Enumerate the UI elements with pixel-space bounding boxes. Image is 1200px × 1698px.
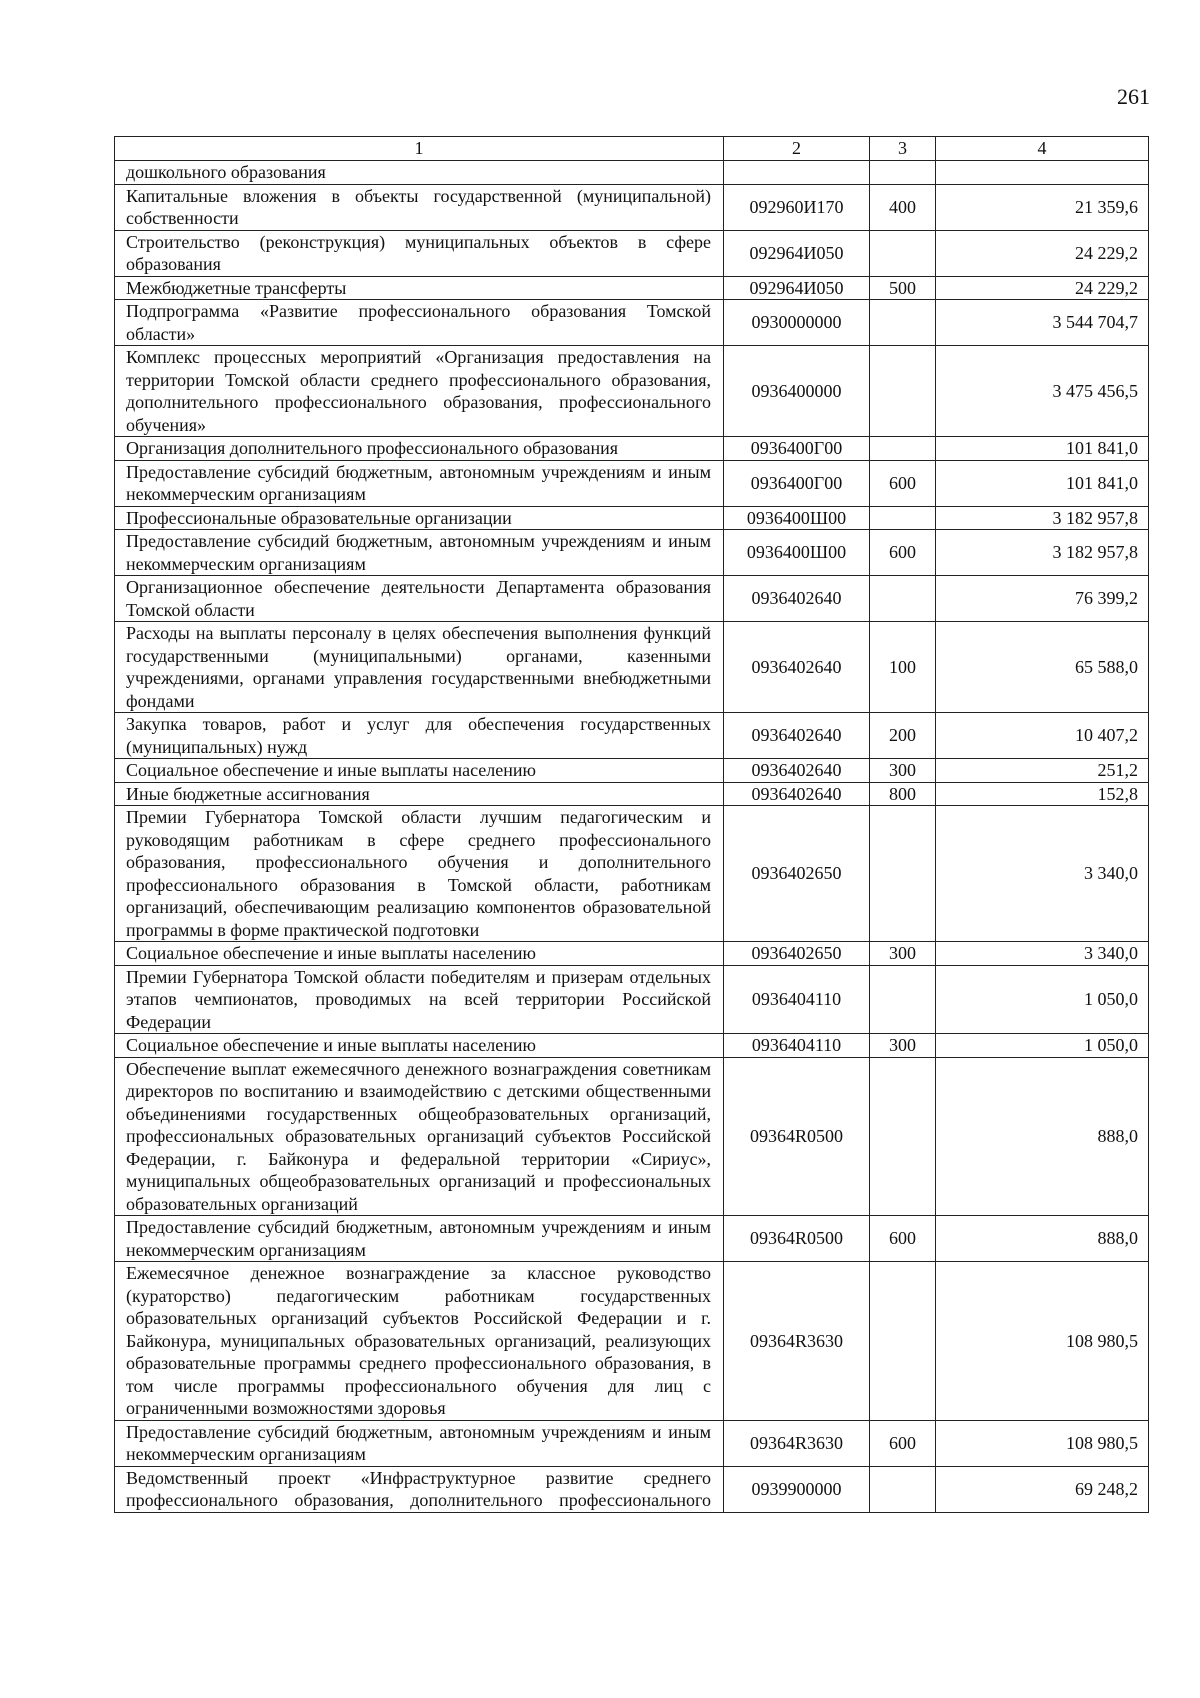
row-amount-cell: 152,8 xyxy=(936,782,1149,806)
row-code-cell: 0936402650 xyxy=(724,806,870,942)
row-amount-cell: 3 544 704,7 xyxy=(936,300,1149,346)
row-group-cell xyxy=(870,506,936,530)
row-amount-cell: 24 229,2 xyxy=(936,230,1149,276)
row-group-cell: 300 xyxy=(870,942,936,966)
row-name-cell: Предоставление субсидий бюджетным, автономным учреждениям и иным некоммерческим организациям xyxy=(115,1216,724,1262)
row-group-cell: 600 xyxy=(870,1216,936,1262)
row-group-cell: 200 xyxy=(870,713,936,759)
row-name-cell: Ежемесячное денежное вознаграждение за классное руководство (кураторство) педагогическим работникам государственных образовательных организаций субъектов Российской Федерации и г. Байконура, муниципальных образовательных организаций, реализующих образовательные программы среднего профессионального образования, в том числе программы профессионального обучения для лиц с ограниченными возможностями здоровья xyxy=(115,1262,724,1421)
table-row xyxy=(115,713,1149,759)
row-code-cell: 0936400000 xyxy=(724,346,870,437)
table-row xyxy=(115,759,1149,783)
row-code-cell: 0936404110 xyxy=(724,965,870,1034)
table-row xyxy=(115,276,1149,300)
row-name-cell: Строительство (реконструкция) муниципальных объектов в сфере образования xyxy=(115,230,724,276)
row-code-cell: 09364R3630 xyxy=(724,1420,870,1466)
row-amount-cell: 24 229,2 xyxy=(936,276,1149,300)
row-amount-cell: 3 182 957,8 xyxy=(936,530,1149,576)
row-group-cell xyxy=(870,300,936,346)
row-group-cell: 600 xyxy=(870,1420,936,1466)
row-name-cell: Межбюджетные трансферты xyxy=(115,276,724,300)
page-number: 261 xyxy=(1117,84,1150,109)
row-amount-cell: 65 588,0 xyxy=(936,622,1149,713)
table-row xyxy=(115,506,1149,530)
row-name-cell: Организационное обеспечение деятельности Департамента образования Томской области xyxy=(115,576,724,622)
column-header-3: 3 xyxy=(870,137,936,161)
table-row xyxy=(115,1216,1149,1262)
row-group-cell xyxy=(870,1466,936,1512)
column-header-4: 4 xyxy=(936,137,1149,161)
table-row xyxy=(115,460,1149,506)
row-code-cell: 0936400Ш00 xyxy=(724,506,870,530)
row-code-cell: 09364R3630 xyxy=(724,1262,870,1421)
row-name-cell: Ведомственный проект «Инфраструктурное развитие среднего профессионального образования, дополнительного профессионального xyxy=(115,1466,724,1512)
row-code-cell: 0936402640 xyxy=(724,576,870,622)
row-name-cell: Социальное обеспечение и иные выплаты населению xyxy=(115,1034,724,1058)
row-name-cell: Профессиональные образовательные организации xyxy=(115,506,724,530)
row-amount-cell: 10 407,2 xyxy=(936,713,1149,759)
row-amount-cell: 888,0 xyxy=(936,1216,1149,1262)
row-group-cell: 500 xyxy=(870,276,936,300)
table-row xyxy=(115,1420,1149,1466)
table-row xyxy=(115,230,1149,276)
row-name-cell: Иные бюджетные ассигнования xyxy=(115,782,724,806)
table-row xyxy=(115,782,1149,806)
table-row xyxy=(115,184,1149,230)
row-amount-cell xyxy=(936,161,1149,185)
row-group-cell xyxy=(870,230,936,276)
row-group-cell xyxy=(870,576,936,622)
row-group-cell xyxy=(870,1057,936,1216)
row-code-cell: 0936400Г00 xyxy=(724,460,870,506)
row-group-cell: 300 xyxy=(870,759,936,783)
budget-table xyxy=(114,136,1149,1513)
row-amount-cell: 101 841,0 xyxy=(936,437,1149,461)
row-code-cell: 0936404110 xyxy=(724,1034,870,1058)
row-code-cell: 0936402640 xyxy=(724,782,870,806)
row-name-cell: Премии Губернатора Томской области победителям и призерам отдельных этапов чемпионатов, проводимых на всей территории Российской Федерации xyxy=(115,965,724,1034)
row-amount-cell: 3 475 456,5 xyxy=(936,346,1149,437)
row-name-cell: дошкольного образования xyxy=(115,161,724,185)
row-name-cell: Предоставление субсидий бюджетным, автономным учреждениям и иным некоммерческим организациям xyxy=(115,530,724,576)
row-group-cell xyxy=(870,346,936,437)
table-row xyxy=(115,1057,1149,1216)
row-amount-cell: 3 340,0 xyxy=(936,806,1149,942)
table-header-row xyxy=(115,137,1149,161)
row-amount-cell: 1 050,0 xyxy=(936,965,1149,1034)
row-group-cell: 300 xyxy=(870,1034,936,1058)
row-name-cell: Закупка товаров, работ и услуг для обеспечения государственных (муниципальных) нужд xyxy=(115,713,724,759)
table-row xyxy=(115,161,1149,185)
row-group-cell: 100 xyxy=(870,622,936,713)
row-group-cell xyxy=(870,1262,936,1421)
row-code-cell: 092960И170 xyxy=(724,184,870,230)
row-name-cell: Предоставление субсидий бюджетным, автономным учреждениям и иным некоммерческим организациям xyxy=(115,1420,724,1466)
row-code-cell: 0936402650 xyxy=(724,942,870,966)
row-group-cell xyxy=(870,437,936,461)
row-code-cell: 09364R0500 xyxy=(724,1057,870,1216)
row-code-cell: 0930000000 xyxy=(724,300,870,346)
row-amount-cell: 1 050,0 xyxy=(936,1034,1149,1058)
table-row xyxy=(115,1034,1149,1058)
row-name-cell: Обеспечение выплат ежемесячного денежного вознаграждения советникам директоров по воспитанию и взаимодействию с детскими общественными объединениями государственных общеобразовательных организаций, профессиональных образовательных организаций субъектов Российской Федерации, г. Байконура и федеральной территории «Сириус», муниципальных общеобразовательных организаций и профессиональных образовательных организаций xyxy=(115,1057,724,1216)
table-row xyxy=(115,622,1149,713)
row-amount-cell: 76 399,2 xyxy=(936,576,1149,622)
table-row xyxy=(115,437,1149,461)
row-amount-cell: 108 980,5 xyxy=(936,1262,1149,1421)
row-code-cell: 09364R0500 xyxy=(724,1216,870,1262)
row-name-cell: Организация дополнительного профессионального образования xyxy=(115,437,724,461)
row-group-cell xyxy=(870,806,936,942)
row-name-cell: Предоставление субсидий бюджетным, автономным учреждениям и иным некоммерческим организациям xyxy=(115,460,724,506)
row-amount-cell: 3 340,0 xyxy=(936,942,1149,966)
row-code-cell: 092964И050 xyxy=(724,230,870,276)
row-code-cell: 0936402640 xyxy=(724,622,870,713)
row-name-cell: Социальное обеспечение и иные выплаты населению xyxy=(115,942,724,966)
row-name-cell: Подпрограмма «Развитие профессионального образования Томской области» xyxy=(115,300,724,346)
row-amount-cell: 3 182 957,8 xyxy=(936,506,1149,530)
column-header-2: 2 xyxy=(724,137,870,161)
table-row xyxy=(115,530,1149,576)
table-row xyxy=(115,965,1149,1034)
row-code-cell: 0936402640 xyxy=(724,759,870,783)
table-row xyxy=(115,346,1149,437)
row-group-cell xyxy=(870,965,936,1034)
row-code-cell: 0936400Ш00 xyxy=(724,530,870,576)
row-amount-cell: 888,0 xyxy=(936,1057,1149,1216)
row-amount-cell: 108 980,5 xyxy=(936,1420,1149,1466)
row-name-cell: Капитальные вложения в объекты государственной (муниципальной) собственности xyxy=(115,184,724,230)
row-amount-cell: 251,2 xyxy=(936,759,1149,783)
row-group-cell: 400 xyxy=(870,184,936,230)
row-code-cell xyxy=(724,161,870,185)
row-name-cell: Расходы на выплаты персоналу в целях обеспечения выполнения функций государственными (муниципальными) органами, казенными учреждениями, органами управления государственными внебюджетными фондами xyxy=(115,622,724,713)
row-code-cell: 092964И050 xyxy=(724,276,870,300)
table-row xyxy=(115,576,1149,622)
row-group-cell: 800 xyxy=(870,782,936,806)
table-row xyxy=(115,1262,1149,1421)
row-name-cell: Комплекс процессных мероприятий «Организация предоставления на территории Томской области среднего профессионального образования, дополнительного профессионального образования, профессионального обучения» xyxy=(115,346,724,437)
row-group-cell: 600 xyxy=(870,530,936,576)
column-header-1: 1 xyxy=(115,137,724,161)
table-row xyxy=(115,806,1149,942)
table-row xyxy=(115,300,1149,346)
table-row xyxy=(115,1466,1149,1512)
row-code-cell: 0936402640 xyxy=(724,713,870,759)
row-group-cell xyxy=(870,161,936,185)
row-group-cell: 600 xyxy=(870,460,936,506)
table-row xyxy=(115,942,1149,966)
row-amount-cell: 101 841,0 xyxy=(936,460,1149,506)
row-name-cell: Социальное обеспечение и иные выплаты населению xyxy=(115,759,724,783)
row-amount-cell: 21 359,6 xyxy=(936,184,1149,230)
row-code-cell: 0939900000 xyxy=(724,1466,870,1512)
row-code-cell: 0936400Г00 xyxy=(724,437,870,461)
row-name-cell: Премии Губернатора Томской области лучшим педагогическим и руководящим работникам в сфере среднего профессионального образования, профессионального обучения и дополнительного профессионального образования в Томской области, работникам организаций, обеспечивающим реализацию компонентов образовательной программы в форме практической подготовки xyxy=(115,806,724,942)
row-amount-cell: 69 248,2 xyxy=(936,1466,1149,1512)
